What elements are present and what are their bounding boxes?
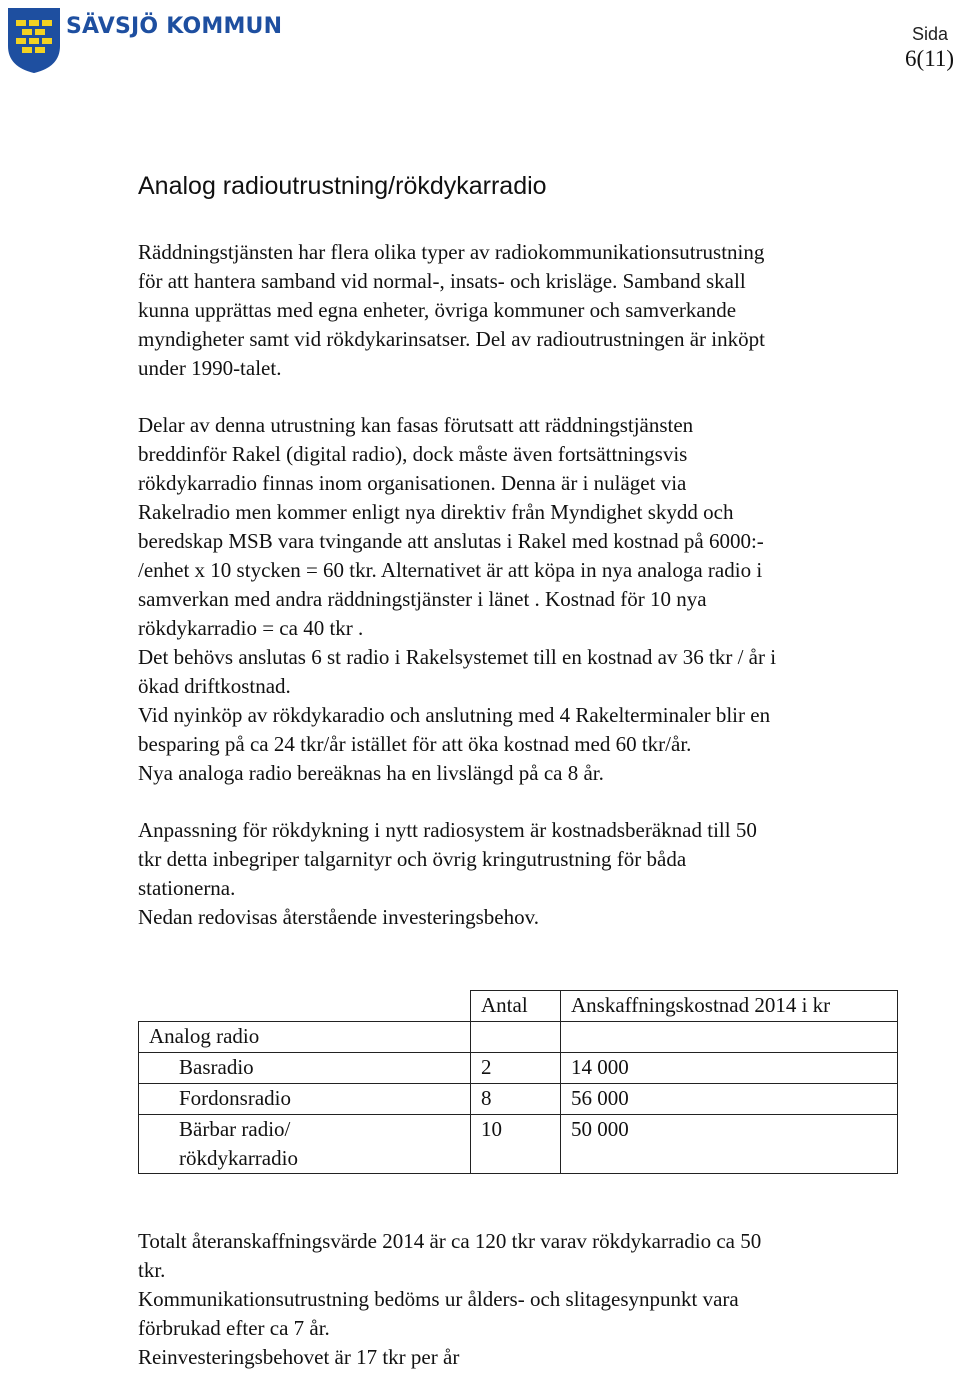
- table-row: [139, 1053, 898, 1084]
- paragraph-rakel: [138, 411, 938, 788]
- table-cell-antal: 2: [471, 1053, 561, 1084]
- text-line: ökad driftkostnad.: [138, 674, 291, 698]
- table-cell-antal: 8: [471, 1084, 561, 1115]
- table-cell-kostnad: 56 000: [561, 1084, 898, 1115]
- text-line: kunna upprättas med egna enheter, övriga kommuner och samverkande: [138, 298, 737, 322]
- text-line: Anpassning för rökdykning i nytt radiosystem är kostnadsberäknad till 50: [138, 818, 757, 842]
- text-line: Räddningstjänsten har flera olika typer av radiokommunikationsutrustning: [138, 240, 765, 264]
- table-header-cell: [139, 991, 471, 1022]
- text-line: förbrukad efter ca 7 år.: [138, 1316, 330, 1340]
- table-cell-item: Basradio: [139, 1053, 471, 1084]
- savsjo-coat-of-arms-icon: [6, 6, 62, 74]
- table-header-cell: Antal: [471, 991, 561, 1022]
- paragraph-intro: [138, 238, 938, 383]
- paragraph-summary: [138, 1227, 938, 1372]
- table-cell-kostnad: 14 000: [561, 1053, 898, 1084]
- text-line: för att hantera samband vid normal-, insats- och krisläge. Samband skall: [138, 269, 746, 293]
- text-line: Reinvesteringsbehovet är 17 tkr per år: [138, 1345, 460, 1369]
- table-header-row: [139, 991, 898, 1022]
- text-line: samverkan med andra räddningstjänster i länet . Kostnad för 10 nya: [138, 587, 707, 611]
- table-cell-item-line: rökdykarradio: [179, 1146, 298, 1170]
- table-cell: [561, 1022, 898, 1053]
- section-heading: Analog radioutrustning/rökdykarradio: [138, 172, 547, 200]
- page-number: 6(11): [905, 46, 954, 71]
- text-line: beredskap MSB vara tvingande att anslutas i Rakel med kostnad på 6000:-: [138, 529, 764, 553]
- table-header-cell: Anskaffningskostnad 2014 i kr: [561, 991, 898, 1022]
- text-line: besparing på ca 24 tkr/år istället för att öka kostnad med 60 tkr/år.: [138, 732, 692, 756]
- text-line: tkr.: [138, 1258, 166, 1282]
- table-cell-item: [139, 1115, 471, 1174]
- text-line: Vid nyinköp av rökdykaradio och anslutning med 4 Rakelterminaler blir en: [138, 703, 771, 727]
- table-row: [139, 1115, 898, 1174]
- table-row: [139, 1084, 898, 1115]
- text-line: under 1990-talet.: [138, 356, 282, 380]
- text-line: Delar av denna utrustning kan fasas förutsatt att räddningstjänsten: [138, 413, 694, 437]
- text-line: breddinför Rakel (digital radio), dock måste även fortsättningsvis: [138, 442, 688, 466]
- paragraph-adaptation: [138, 816, 938, 932]
- text-line: Totalt återanskaffningsvärde 2014 är ca 120 tkr varav rökdykarradio ca 50: [138, 1229, 762, 1253]
- text-line: rökdykarradio = ca 40 tkr .: [138, 616, 364, 640]
- text-line: rökdykarradio finnas inom organisationen. Denna är i nuläget via: [138, 471, 687, 495]
- table-group-label: Analog radio: [139, 1022, 471, 1053]
- text-line: Nya analoga radio bereäknas ha en livslängd på ca 8 år.: [138, 761, 604, 785]
- table-cell-item: Fordonsradio: [139, 1084, 471, 1115]
- table-cell-item-line: Bärbar radio/: [179, 1117, 291, 1141]
- municipality-name: SÄVSJÖ KOMMUN: [66, 14, 283, 39]
- text-line: Rakelradio men kommer enligt nya direktiv från Myndighet skydd och: [138, 500, 734, 524]
- table-cell-antal: 10: [471, 1115, 561, 1174]
- table-cell: [471, 1022, 561, 1053]
- text-line: Kommunikationsutrustning bedöms ur ålders- och slitagesynpunkt vara: [138, 1287, 739, 1311]
- investment-table: [138, 990, 898, 1174]
- table-group-row: [139, 1022, 898, 1053]
- text-line: Nedan redovisas återstående investeringsbehov.: [138, 905, 539, 929]
- text-line: stationerna.: [138, 876, 236, 900]
- text-line: tkr detta inbegriper talgarnityr och övrig kringutrustning för båda: [138, 847, 687, 871]
- table-cell-kostnad: 50 000: [561, 1115, 898, 1174]
- text-line: Det behövs anslutas 6 st radio i Rakelsystemet till en kostnad av 36 tkr / år i: [138, 645, 777, 669]
- page-label: Sida: [911, 24, 948, 44]
- text-line: myndigheter samt vid rökdykarinsatser. Del av radioutrustningen är inköpt: [138, 327, 765, 351]
- text-line: /enhet x 10 stycken = 60 tkr. Alternativet är att köpa in nya analoga radio i: [138, 558, 763, 582]
